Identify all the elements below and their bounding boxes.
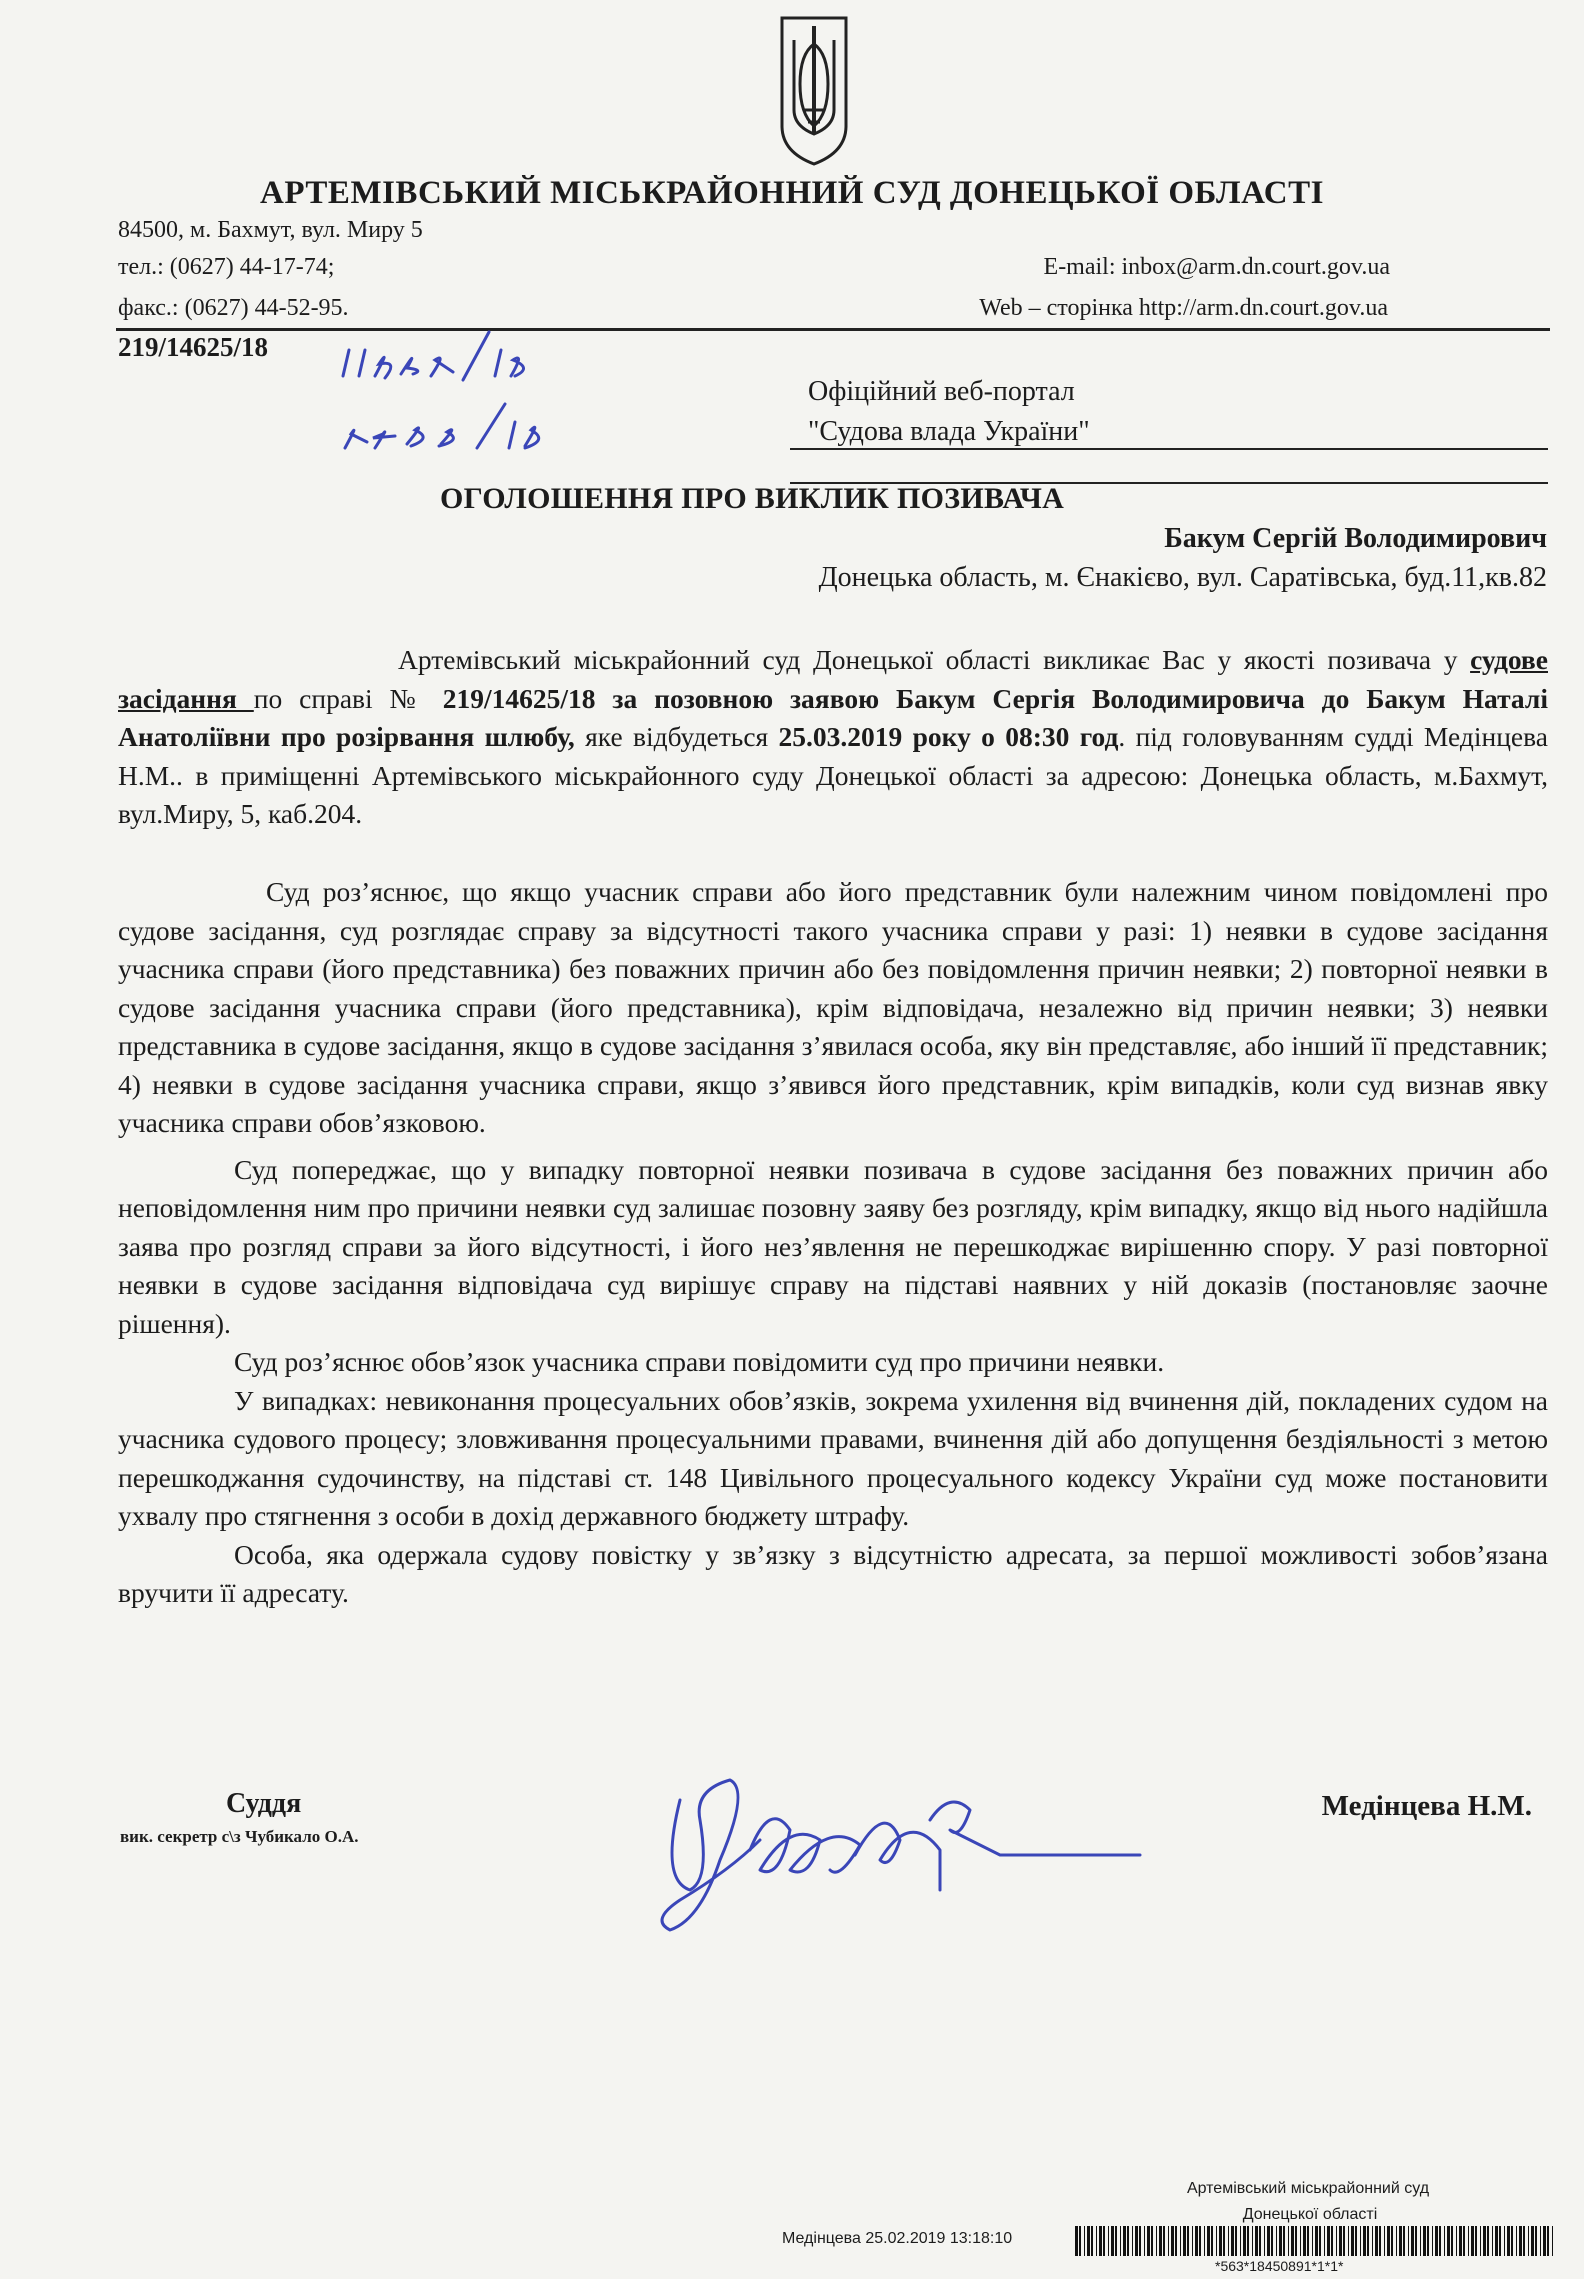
case-description: 219/14625/18 за позовною заявою Бакум Сергія Володимировича до Бакум Наталі Анатоліївни про розірвання шлюбу,: [118, 682, 1548, 752]
barcode-bar: [1255, 2226, 1258, 2256]
barcode-bar: [1300, 2226, 1301, 2256]
barcode-bar: [1463, 2226, 1465, 2256]
barcode-bar: [1363, 2226, 1366, 2256]
barcode-bar: [1456, 2226, 1457, 2256]
barcode-bar: [1168, 2226, 1169, 2256]
barcode-bar: [1408, 2226, 1409, 2256]
paragraph-summons: [118, 641, 1548, 834]
barcode-bar: [1355, 2226, 1357, 2256]
barcode-bar: [1219, 2226, 1222, 2256]
barcode-bar: [1444, 2226, 1445, 2256]
notice-body: [118, 641, 1548, 834]
barcode-bar: [1420, 2226, 1421, 2256]
barcode-bar: [1084, 2226, 1085, 2256]
barcode-bar: [1231, 2226, 1234, 2256]
barcode-bar: [1156, 2226, 1157, 2256]
barcode-bar: [1552, 2226, 1553, 2256]
barcode-bar: [1531, 2226, 1534, 2256]
court-website: Web – сторінка http://arm.dn.court.gov.ua: [979, 295, 1388, 321]
barcode-bar: [1547, 2226, 1549, 2256]
barcode-bar: [1399, 2226, 1402, 2256]
barcode-bar: [1283, 2226, 1285, 2256]
barcode-bar: [1135, 2226, 1138, 2256]
barcode-bar: [1187, 2226, 1189, 2256]
judge-name: Медінцева Н.М.: [1321, 1790, 1532, 1822]
summons-intro: Артемівський міськрайонний суд Донецької області викликає Вас у якості позивача у: [398, 644, 1471, 675]
recipient-address: Донецька область, м. Єнакієво, вул. Саратівська, буд.11,кв.82: [818, 562, 1547, 593]
barcode-bar: [1120, 2226, 1121, 2256]
barcode-bar: [1279, 2226, 1282, 2256]
barcode-bar: [1535, 2226, 1537, 2256]
barcode-bar: [1360, 2226, 1361, 2256]
barcode-bar: [1447, 2226, 1450, 2256]
stamp-court-name: Артемівський міськрайонний суд: [1186, 2180, 1430, 2197]
barcode-bar: [1319, 2226, 1321, 2256]
barcode-bar: [1183, 2226, 1186, 2256]
barcode-bar: [1499, 2226, 1501, 2256]
paragraph-warning: Суд попереджає, що у випадку повторної неявки позивача в судове засідання без поважних причин або неповідомлення ним про причини неявки суд залишає позовну заяву без розгляду, крім випадку, якщо від нього надійшла заява про розгляд справи за його відсутності, і його нез’явлення не перешкоджає вирішенню спору. У разі повторної неявки в судове засідання відповідача суд вирішує справу на підставі наявних у ній доказів (постановляє заочне рішення).: [118, 1153, 1548, 1339]
barcode-bar: [1307, 2226, 1309, 2256]
barcode-bar: [1475, 2226, 1477, 2256]
barcode-bar: [1163, 2226, 1165, 2256]
barcode-bar: [1339, 2226, 1342, 2256]
barcode-bar: [1132, 2226, 1133, 2256]
court-phone: тел.: (0627) 44-17-74;: [118, 254, 335, 280]
barcode-bar: [1396, 2226, 1397, 2256]
handwritten-registration-note: [335, 330, 585, 460]
barcode-bar: [1295, 2226, 1297, 2256]
barcode-bar: [1151, 2226, 1153, 2256]
barcode-bar: [1303, 2226, 1306, 2256]
barcode-bar: [1492, 2226, 1493, 2256]
trident-emblem-icon: [778, 14, 850, 166]
case-number: 219/14625/18: [118, 332, 269, 362]
barcode-bar: [1504, 2226, 1505, 2256]
barcode-bar: [1276, 2226, 1277, 2256]
barcode-bar: [1459, 2226, 1462, 2256]
barcode-bar: [1351, 2226, 1354, 2256]
barcode-bar: [1451, 2226, 1453, 2256]
barcode-bar: [1243, 2226, 1246, 2256]
secretary-note: вик. секретр с\з Чубикало О.А.: [120, 1827, 359, 1846]
barcode-bar: [1423, 2226, 1426, 2256]
barcode-bar: [1075, 2226, 1078, 2256]
barcode-bar: [1199, 2226, 1201, 2256]
paragraph-absence-rules: Суд роз’яснює, що якщо учасник справи або його представник були належним чином повідомлені про судове засідання, суд розглядає справу за відсутності такого учасника справи у разі: 1) неявки в судове засідання учасника справи (його представника) без поважних причин або без повідомлення причин неявки; 2) повторної неявки в судове засідання учасника справи (його представника), крім відповідача, незалежно від причин неявки; 3) неявки представника в судове засідання, якщо в судове засідання з’явилася особа, яку він представляє, або інший її представник; 4) неявки в судове засідання учасника справи, якщо з’явився його представник, крім випадків, коли суд визнав явку учасника справи обов’язковою.: [118, 876, 1548, 1138]
barcode-bar: [1291, 2226, 1294, 2256]
judge-label: Суддя: [226, 1788, 302, 1819]
barcode-bar: [1372, 2226, 1373, 2256]
barcode-bar: [1264, 2226, 1265, 2256]
barcode-bar: [1511, 2226, 1513, 2256]
portal-recipient: [808, 372, 1090, 452]
hearing-label: судове засідання: [118, 644, 1548, 714]
barcode-bar: [1343, 2226, 1345, 2256]
barcode-bar: [1435, 2226, 1438, 2256]
barcode-bar: [1487, 2226, 1489, 2256]
barcode-bar: [1471, 2226, 1474, 2256]
barcode-bar: [1195, 2226, 1198, 2256]
barcode-bar: [1204, 2226, 1205, 2256]
barcode-bar: [1228, 2226, 1229, 2256]
barcode-bar: [1159, 2226, 1162, 2256]
barcode-bar: [1207, 2226, 1210, 2256]
barcode-bar: [1379, 2226, 1381, 2256]
court-address: 84500, м. Бахмут, вул. Миру 5: [118, 217, 423, 243]
barcode-bar: [1375, 2226, 1378, 2256]
barcode-bar: [1507, 2226, 1510, 2256]
digital-signature-line: Медінцева 25.02.2019 13:18:10: [782, 2230, 1013, 2247]
barcode-bar: [1247, 2226, 1249, 2256]
barcode-bar: [1115, 2226, 1117, 2256]
barcode-bar: [1516, 2226, 1517, 2256]
barcode-bar: [1180, 2226, 1181, 2256]
barcode-number: *563*18450891*1*1*: [1215, 2258, 1344, 2274]
hearing-datetime: 25.03.2019 року о 08:30 год: [778, 721, 1119, 752]
barcode-bar: [1108, 2226, 1109, 2256]
portal-underline-1: [790, 448, 1548, 450]
barcode-bar: [1528, 2226, 1529, 2256]
barcode-bar: [1468, 2226, 1469, 2256]
barcode-bar: [1171, 2226, 1174, 2256]
barcode-bar: [1288, 2226, 1289, 2256]
paragraph-fines: У випадках: невиконання процесуальних обов’язків, зокрема ухилення від вчинення дій, покладених судом на учасника судового процесу; зловживання процесуальними правами, вчинення дій або допущення бездіяльності з метою перешкоджання судочинству, на підставі ст. 148 Цивільного процесуального кодексу України суд може постановити ухвалу про стягнення з особи в дохід державного бюджету штрафу.: [118, 1384, 1548, 1531]
barcode-bar: [1403, 2226, 1405, 2256]
summons-details: . під головуванням судді Медінцева Н.М.. в приміщенні Артемівського міськрайонного суду Донецької області за адресою: Донецька область, м.Бахмут, вул.Миру, 5, каб.204.: [118, 721, 1548, 829]
summons-case-prefix: по справі №: [253, 682, 443, 714]
barcode-bar: [1439, 2226, 1441, 2256]
barcode-bar: [1495, 2226, 1498, 2256]
portal-line-1: Офіційний веб-портал: [808, 376, 1075, 407]
paragraph-delivery: Особа, яка одержала судову повістку у зв’язку з відсутністю адресата, за першої можливості зобов’язана вручити її адресату.: [118, 1538, 1548, 1608]
summons-when: яке відбудеться: [574, 721, 779, 752]
barcode-bar: [1267, 2226, 1270, 2256]
barcode-bar: [1480, 2226, 1481, 2256]
barcode-bar: [1079, 2226, 1081, 2256]
barcode-bar: [1111, 2226, 1114, 2256]
barcode-bar: [1192, 2226, 1193, 2256]
stamp-region: Донецької області: [1242, 2206, 1378, 2223]
barcode-bar: [1315, 2226, 1318, 2256]
barcode-bar: [1252, 2226, 1253, 2256]
notice-body-rules: [118, 873, 1548, 1613]
barcode-bar: [1432, 2226, 1433, 2256]
barcode-bar: [1331, 2226, 1333, 2256]
barcode-bar: [1367, 2226, 1369, 2256]
barcode-bar: [1427, 2226, 1429, 2256]
barcode-bar: [1175, 2226, 1177, 2256]
barcode-bar: [1211, 2226, 1213, 2256]
barcode-bar: [1384, 2226, 1385, 2256]
barcode-bar: [1240, 2226, 1241, 2256]
barcode-bar: [1519, 2226, 1522, 2256]
document-barcode: [1075, 2226, 1555, 2256]
barcode-bar: [1147, 2226, 1150, 2256]
notice-title: ОГОЛОШЕННЯ ПРО ВИКЛИК ПОЗИВАЧА: [440, 482, 1065, 515]
barcode-bar: [1387, 2226, 1390, 2256]
header-divider: [116, 328, 1550, 331]
court-email: E-mail: inbox@arm.dn.court.gov.ua: [1043, 254, 1390, 280]
barcode-bar: [1324, 2226, 1325, 2256]
portal-line-2: "Судова влада України": [808, 416, 1090, 447]
barcode-bar: [1271, 2226, 1273, 2256]
recipient-name: Бакум Сергій Володимирович: [1164, 523, 1547, 554]
barcode-bar: [1139, 2226, 1141, 2256]
barcode-bar: [1144, 2226, 1145, 2256]
barcode-bar: [1103, 2226, 1105, 2256]
barcode-bar: [1096, 2226, 1097, 2256]
barcode-bar: [1099, 2226, 1102, 2256]
barcode-bar: [1540, 2226, 1541, 2256]
barcode-bar: [1223, 2226, 1225, 2256]
barcode-bar: [1127, 2226, 1129, 2256]
barcode-bar: [1411, 2226, 1414, 2256]
court-name: АРТЕМІВСЬКИЙ МІСЬКРАЙОННИЙ СУД ДОНЕЦЬКОЇ ОБЛАСТІ: [260, 175, 1324, 211]
barcode-bar: [1348, 2226, 1349, 2256]
barcode-bar: [1312, 2226, 1313, 2256]
handwritten-signature: [640, 1760, 1160, 1950]
barcode-bar: [1087, 2226, 1090, 2256]
barcode-bar: [1543, 2226, 1546, 2256]
barcode-bar: [1327, 2226, 1330, 2256]
barcode-bar: [1235, 2226, 1237, 2256]
barcode-bar: [1523, 2226, 1525, 2256]
barcode-bar: [1415, 2226, 1417, 2256]
court-fax: факс.: (0627) 44-52-95.: [118, 295, 349, 321]
barcode-bar: [1391, 2226, 1393, 2256]
barcode-bar: [1336, 2226, 1337, 2256]
paragraph-obligation: Суд роз’яснює обов’язок учасника справи повідомити суд про причини неявки.: [234, 1346, 1165, 1377]
barcode-bar: [1123, 2226, 1126, 2256]
barcode-bar: [1216, 2226, 1217, 2256]
barcode-bar: [1483, 2226, 1486, 2256]
barcode-bar: [1259, 2226, 1261, 2256]
barcode-bar: [1091, 2226, 1093, 2256]
